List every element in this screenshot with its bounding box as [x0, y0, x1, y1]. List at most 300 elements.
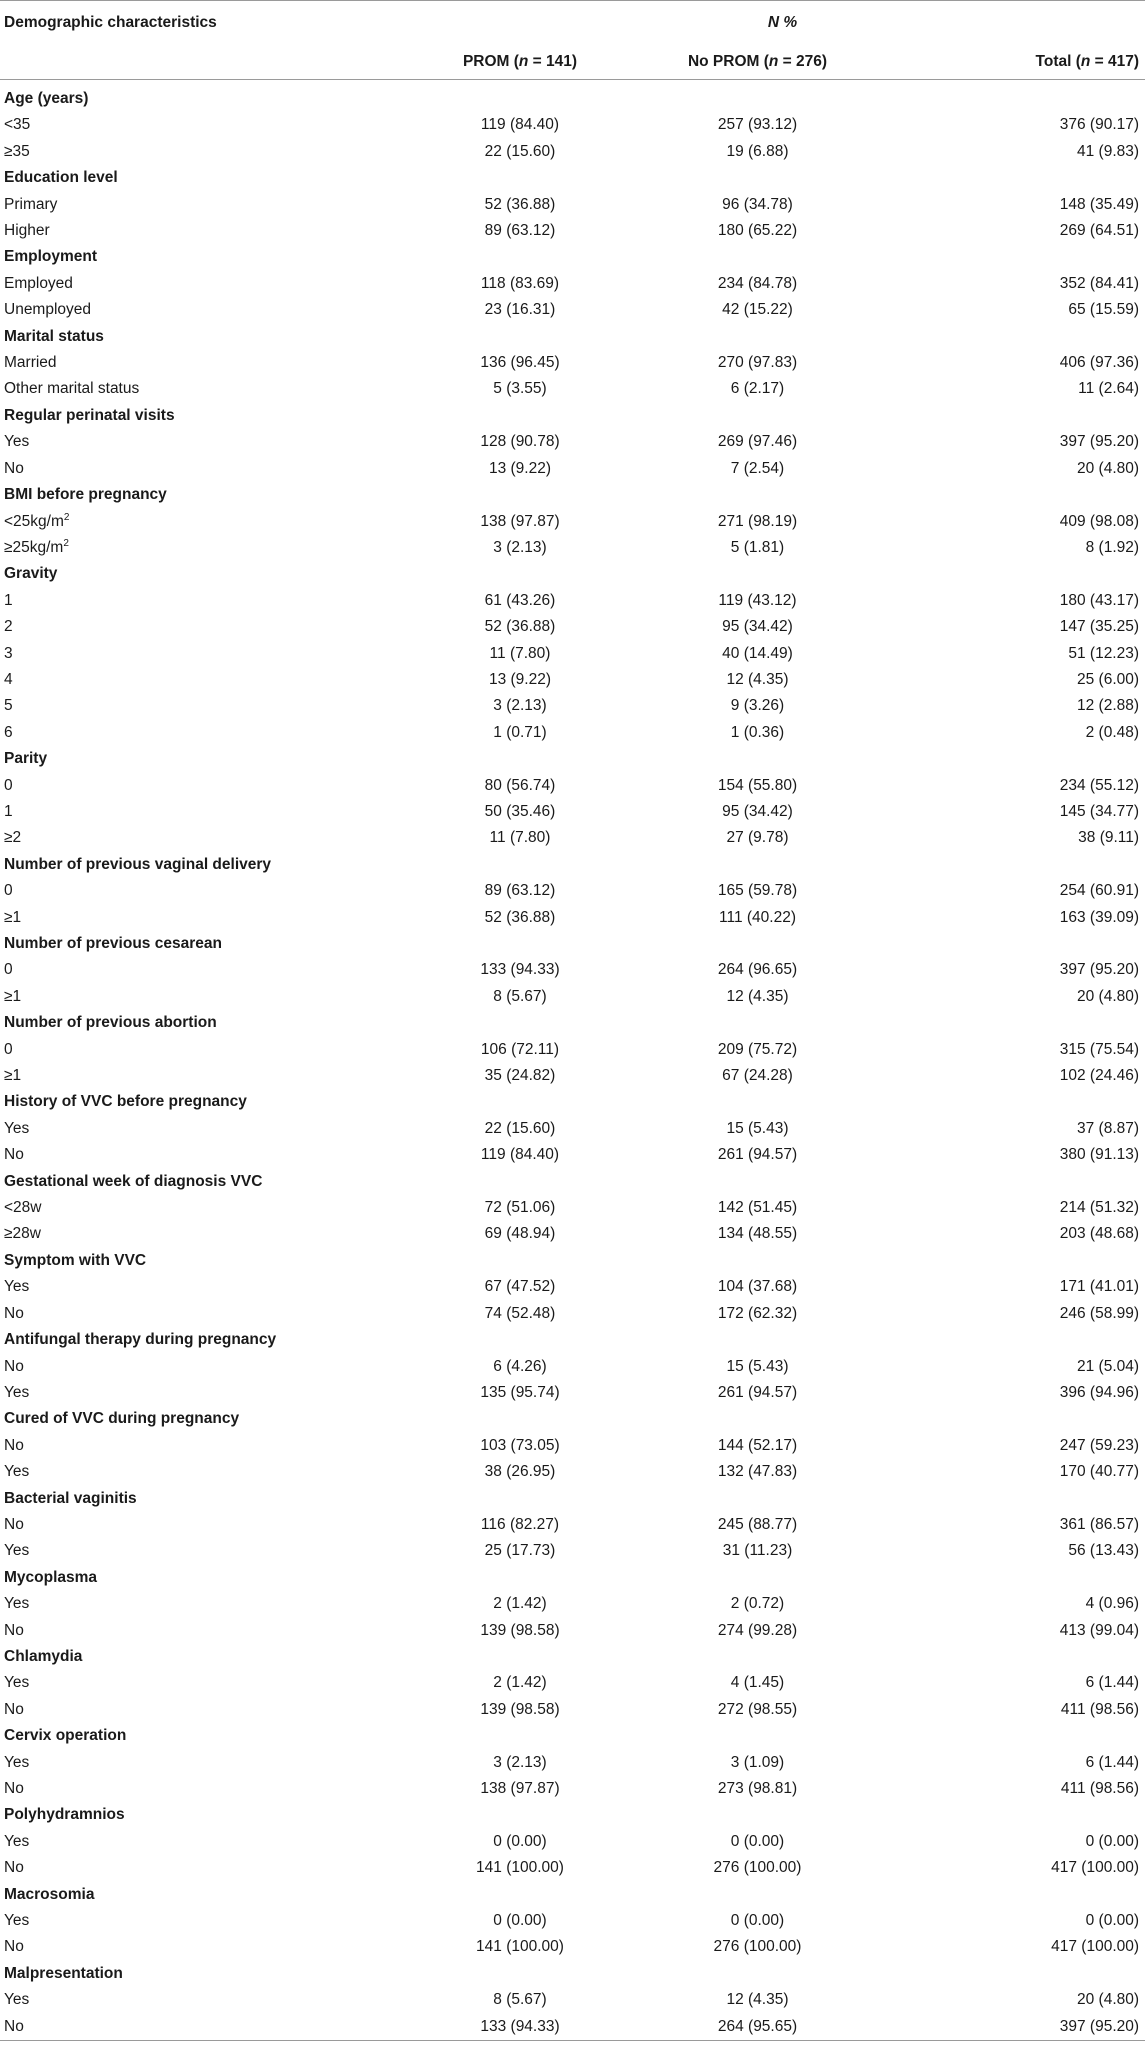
- row-label: [0, 1776, 420, 1802]
- cell-no-prom: 264 (96.65): [717, 961, 798, 979]
- row-label: [0, 641, 420, 667]
- cell-total: 51 (12.23): [1068, 644, 1140, 662]
- section-label: Education level: [4, 169, 118, 187]
- cell-total: 6 (1.44): [1085, 1674, 1140, 1692]
- cell-no-prom: 12 (4.35): [726, 987, 789, 1005]
- section-label: Mycoplasma: [4, 1568, 98, 1586]
- section-row: [0, 482, 1145, 508]
- cell-total: 4 (0.96): [1085, 1595, 1140, 1613]
- cell-prom: 11 (7.80): [489, 644, 551, 662]
- cell-no-prom: 276 (100.00): [713, 1938, 802, 1956]
- table-row: [0, 297, 1145, 323]
- cell-no-prom: 19 (6.88): [726, 142, 789, 160]
- table-row: [0, 1195, 1145, 1221]
- table-title-cell: Demographic characteristics: [0, 1, 420, 45]
- row-label-text: Unemployed: [4, 301, 92, 319]
- cell-prom: 72 (51.06): [484, 1199, 556, 1217]
- cell-total: 180 (43.17): [1059, 591, 1140, 609]
- section-row: [0, 1961, 1145, 1987]
- table-row: [0, 429, 1145, 455]
- cell-no-prom: 31 (11.23): [722, 1542, 793, 1560]
- cell-no-prom: 2 (0.72): [730, 1595, 785, 1613]
- row-label-text: Yes: [4, 1278, 30, 1296]
- cell-no-prom: 165 (59.78): [717, 882, 798, 900]
- section-label: Antifungal therapy during pregnancy: [4, 1331, 277, 1349]
- cell-prom: 103 (73.05): [480, 1436, 560, 1454]
- cell-total: 65 (15.59): [1068, 301, 1140, 319]
- cell-total: 397 (95.20): [1059, 961, 1140, 979]
- section-label: Age (years): [4, 90, 89, 107]
- cell-total: 411 (98.56): [1060, 1700, 1140, 1718]
- cell-no-prom: 271 (98.19): [717, 512, 798, 530]
- section-row: [0, 165, 1145, 191]
- row-label: [0, 957, 420, 983]
- cell-prom: 67 (47.52): [484, 1278, 556, 1296]
- cell-total: 20 (4.80): [1076, 1991, 1140, 2009]
- cell-prom: 139 (98.58): [480, 1700, 560, 1718]
- row-label: [0, 2014, 420, 2041]
- cell-prom: 8 (5.67): [493, 1991, 547, 2009]
- row-label-text: <25kg/m: [4, 512, 64, 530]
- row-label-text: <28w: [4, 1199, 42, 1217]
- table-row: [0, 1380, 1145, 1406]
- section-row: [0, 1327, 1145, 1353]
- section-row: [0, 1169, 1145, 1195]
- table-row: [0, 1776, 1145, 1802]
- cell-prom: 133 (94.33): [420, 2014, 620, 2041]
- table-row: [0, 1142, 1145, 1168]
- cell-total: 20 (4.80): [1076, 459, 1140, 477]
- row-label: [0, 376, 420, 402]
- section-label: BMI before pregnancy: [4, 486, 167, 504]
- cell-no-prom: 132 (47.83): [717, 1463, 798, 1481]
- row-label-text: Married: [4, 354, 57, 372]
- row-label-text: 2: [4, 618, 13, 636]
- row-label: [0, 693, 420, 719]
- cell-no-prom: 42 (15.22): [722, 301, 793, 319]
- cell-total: 20 (4.80): [1076, 987, 1140, 1005]
- table-row: [0, 456, 1145, 482]
- row-label: [0, 1829, 420, 1855]
- row-label: [0, 429, 420, 455]
- cell-no-prom: 180 (65.22): [717, 222, 798, 240]
- row-label-text: Primary: [4, 195, 58, 213]
- cell-no-prom: 245 (88.77): [717, 1515, 798, 1533]
- row-label-text: ≥28w: [4, 1225, 41, 1243]
- section-label: Number of previous cesarean: [4, 935, 222, 952]
- cell-no-prom: 6 (2.17): [730, 380, 785, 398]
- table-row: [0, 1750, 1145, 1776]
- cell-prom: 139 (98.58): [480, 1621, 560, 1639]
- cell-total: 38 (9.11): [1078, 829, 1140, 847]
- cell-no-prom: 40 (14.49): [722, 644, 793, 662]
- row-label: [0, 1697, 420, 1723]
- cell-total: 234 (55.12): [1059, 776, 1140, 794]
- cell-total: 269 (64.51): [1059, 222, 1140, 240]
- column-header-no-prom: No PROM (n = 276): [620, 44, 895, 80]
- column-header-prom: PROM (n = 141): [420, 44, 620, 80]
- header-empty-cell: [0, 44, 420, 80]
- cell-total: 37 (8.87): [1076, 1119, 1140, 1137]
- table-row: [0, 1063, 1145, 1089]
- row-label: [0, 509, 420, 535]
- row-label-text: ≥1: [4, 1067, 22, 1085]
- section-row: [0, 561, 1145, 587]
- cell-prom: 3 (2.13): [493, 1753, 547, 1771]
- row-label: [0, 1750, 420, 1776]
- cell-total: 247 (59.23): [1059, 1436, 1140, 1454]
- cell-prom: 0 (0.00): [493, 1832, 547, 1850]
- cell-total: 2 (0.48): [1085, 723, 1140, 741]
- cell-no-prom: 95 (34.42): [722, 802, 793, 820]
- cell-total: 145 (34.77): [1059, 802, 1140, 820]
- table-row: [0, 535, 1145, 561]
- table-row: [0, 1274, 1145, 1300]
- cell-no-prom: 111 (40.22): [719, 908, 796, 926]
- table-row: [0, 350, 1145, 376]
- row-label-text: 1: [4, 591, 13, 609]
- cell-prom: 133 (94.33): [480, 961, 560, 979]
- cell-total: 6 (1.44): [1085, 1753, 1140, 1771]
- cell-no-prom: 95 (34.42): [722, 618, 793, 636]
- row-label-text: 0: [4, 882, 13, 900]
- row-label-superscript: 2: [63, 537, 69, 549]
- section-label: Malpresentation: [4, 1964, 123, 1982]
- cell-prom: 13 (9.22): [488, 670, 552, 688]
- cell-no-prom: 269 (97.46): [717, 433, 798, 451]
- section-label: Cured of VVC during pregnancy: [4, 1410, 240, 1428]
- table-row: [0, 641, 1145, 667]
- table-row: [0, 1829, 1145, 1855]
- cell-prom: 2 (1.42): [493, 1595, 547, 1613]
- cell-no-prom: 96 (34.78): [722, 195, 793, 213]
- cell-prom: 128 (90.78): [480, 433, 560, 451]
- row-label-text: 4: [4, 670, 13, 688]
- cell-no-prom: 261 (94.57): [717, 1146, 798, 1164]
- section-row: [0, 1565, 1145, 1591]
- cell-total: 361 (86.57): [1059, 1515, 1140, 1533]
- cell-total: 12 (2.88): [1076, 697, 1140, 715]
- cell-prom: 25 (17.73): [484, 1542, 556, 1560]
- cell-no-prom: 273 (98.81): [717, 1780, 798, 1797]
- cell-prom: 136 (96.45): [480, 354, 560, 372]
- row-label-text: Yes: [4, 1912, 30, 1930]
- cell-total: 411 (98.56): [1060, 1780, 1140, 1797]
- row-label: [0, 1908, 420, 1934]
- row-label: [0, 1855, 420, 1881]
- cell-prom: 38 (26.95): [484, 1463, 556, 1481]
- table-row: [0, 1538, 1145, 1564]
- row-label: [0, 1459, 420, 1485]
- table-row: [0, 2014, 1145, 2041]
- section-row: [0, 403, 1145, 429]
- cell-no-prom: 134 (48.55): [717, 1225, 798, 1243]
- section-row: [0, 1644, 1145, 1670]
- row-label: [0, 1591, 420, 1617]
- table-row: [0, 1934, 1145, 1960]
- section-row: [0, 1089, 1145, 1115]
- row-label: [0, 271, 420, 297]
- table-row: [0, 509, 1145, 535]
- row-label: [0, 1512, 420, 1538]
- cell-prom: 116 (82.27): [480, 1515, 560, 1533]
- cell-no-prom: 0 (0.00): [730, 1912, 785, 1930]
- section-label: Number of previous vaginal delivery: [4, 855, 272, 873]
- row-label: [0, 1142, 420, 1168]
- cell-no-prom: 27 (9.78): [726, 829, 789, 847]
- n-percent-header: N %: [420, 1, 1145, 45]
- row-label-text: Other marital status: [4, 380, 140, 398]
- row-label: [0, 535, 420, 561]
- cell-no-prom: 154 (55.80): [717, 776, 798, 794]
- row-label: [0, 1037, 420, 1063]
- cell-total: 254 (60.91): [1059, 882, 1140, 900]
- row-label-text: Yes: [4, 1595, 30, 1613]
- cell-prom: 118 (83.69): [480, 274, 560, 292]
- cell-total: 8 (1.92): [1085, 538, 1140, 556]
- table-row: [0, 957, 1145, 983]
- table-row: [0, 192, 1145, 218]
- cell-no-prom: 67 (24.28): [722, 1067, 793, 1085]
- section-label: Chlamydia: [4, 1647, 83, 1665]
- section-label: Cervix operation: [4, 1727, 127, 1745]
- row-label: [0, 878, 420, 904]
- row-label: [0, 773, 420, 799]
- cell-no-prom: 9 (3.26): [730, 697, 785, 715]
- row-label-text: No: [4, 1436, 24, 1454]
- row-label-text: No: [4, 1621, 24, 1639]
- row-label-text: Yes: [4, 1542, 30, 1560]
- cell-no-prom: 104 (37.68): [717, 1278, 798, 1296]
- table-row: [0, 1221, 1145, 1247]
- cell-prom: 61 (43.26): [484, 591, 556, 609]
- row-label-text: Yes: [4, 1832, 30, 1850]
- row-label-text: <35: [4, 116, 31, 134]
- row-label-text: ≥2: [4, 829, 22, 847]
- cell-total: 406 (97.36): [1059, 354, 1140, 372]
- row-label-text: Yes: [4, 1383, 30, 1401]
- cell-prom: 0 (0.00): [493, 1912, 547, 1930]
- row-label-text: 0: [4, 1040, 13, 1058]
- cell-total: 352 (84.41): [1059, 274, 1140, 292]
- row-label: [0, 350, 420, 376]
- section-label: Polyhydramnios: [4, 1806, 125, 1824]
- row-label: [0, 1934, 420, 1960]
- row-label-text: No: [4, 1700, 24, 1718]
- cell-prom: 8 (5.67): [493, 987, 547, 1005]
- cell-total: 246 (58.99): [1059, 1304, 1140, 1322]
- cell-total: 397 (95.20): [895, 2014, 1145, 2041]
- row-label-text: 0: [4, 776, 13, 794]
- table-row: [0, 1987, 1145, 2013]
- row-label: [0, 1274, 420, 1300]
- cell-prom: 119 (84.40): [480, 116, 560, 134]
- section-label: History of VVC before pregnancy: [4, 1093, 247, 1111]
- cell-prom: 13 (9.22): [488, 459, 552, 477]
- cell-total: 170 (40.77): [1059, 1463, 1140, 1481]
- section-label: Symptom with VVC: [4, 1251, 147, 1269]
- table-row: [0, 1433, 1145, 1459]
- cell-prom: 89 (63.12): [484, 882, 556, 900]
- row-label: [0, 1618, 420, 1644]
- row-label: [0, 1670, 420, 1696]
- row-label: [0, 192, 420, 218]
- row-label: [0, 825, 420, 851]
- cell-total: 163 (39.09): [1059, 908, 1140, 926]
- table-row: [0, 984, 1145, 1010]
- cell-total: 380 (91.13): [1059, 1146, 1140, 1164]
- row-label: [0, 984, 420, 1010]
- row-label: [0, 456, 420, 482]
- row-label: [0, 1301, 420, 1327]
- cell-no-prom: 257 (93.12): [717, 116, 798, 134]
- table-row: [0, 1512, 1145, 1538]
- row-label-text: 6: [4, 723, 13, 741]
- row-label-text: No: [4, 2017, 24, 2035]
- cell-no-prom: 5 (1.81): [730, 538, 785, 556]
- section-row: [0, 1882, 1145, 1908]
- cell-prom: 138 (97.87): [480, 512, 560, 530]
- row-label-superscript: 2: [63, 511, 70, 523]
- section-row: [0, 1723, 1145, 1749]
- cell-prom: 52 (36.88): [484, 618, 556, 636]
- cell-prom: 50 (35.46): [484, 802, 556, 820]
- row-label-text: Yes: [4, 1119, 30, 1137]
- cell-no-prom: 0 (0.00): [730, 1832, 785, 1850]
- table-row: [0, 1459, 1145, 1485]
- table-row: [0, 1037, 1145, 1063]
- cell-prom: 3 (2.13): [493, 538, 547, 556]
- cell-total: 417 (100.00): [1051, 1938, 1140, 1956]
- section-label: Number of previous abortion: [4, 1014, 217, 1032]
- cell-no-prom: 4 (1.45): [730, 1674, 785, 1692]
- header-row-2: [0, 44, 1145, 80]
- cell-no-prom: 7 (2.54): [730, 459, 785, 477]
- cell-no-prom: 15 (5.43): [726, 1119, 789, 1137]
- cell-prom: 6 (4.26): [493, 1357, 547, 1375]
- cell-no-prom: 119 (43.12): [718, 591, 797, 609]
- row-label-text: No: [4, 1357, 24, 1375]
- cell-total: 25 (6.00): [1076, 670, 1140, 688]
- section-row: [0, 80, 1145, 113]
- table-row: [0, 139, 1145, 165]
- cell-total: 214 (51.32): [1059, 1199, 1140, 1217]
- cell-total: 11 (2.64): [1078, 380, 1140, 398]
- cell-prom: 141 (100.00): [476, 1859, 564, 1877]
- cell-total: 203 (48.68): [1059, 1225, 1140, 1243]
- section-label: Gravity: [4, 565, 58, 583]
- row-label: [0, 218, 420, 244]
- section-label: Employment: [4, 248, 98, 266]
- row-label-text: ≥1: [4, 908, 22, 926]
- section-label: Gestational week of diagnosis VVC: [4, 1172, 263, 1190]
- row-label-text: No: [4, 1938, 24, 1956]
- cell-prom: 52 (36.88): [484, 195, 556, 213]
- section-row: [0, 324, 1145, 350]
- section-label: Marital status: [4, 327, 104, 345]
- row-label: [0, 1354, 420, 1380]
- row-label-text: Yes: [4, 1674, 30, 1692]
- row-label-text: No: [4, 1515, 24, 1533]
- cell-prom: 138 (97.87): [480, 1780, 560, 1797]
- row-label-text: 5: [4, 697, 13, 715]
- row-label-text: No: [4, 1859, 24, 1877]
- table-row: [0, 667, 1145, 693]
- cell-no-prom: 270 (97.83): [717, 354, 798, 372]
- cell-total: 102 (24.46): [1059, 1067, 1140, 1085]
- section-row: [0, 244, 1145, 270]
- row-label-text: Yes: [4, 1463, 30, 1481]
- row-label: [0, 297, 420, 323]
- table-row: [0, 1618, 1145, 1644]
- section-row: [0, 1406, 1145, 1432]
- table-row: [0, 218, 1145, 244]
- row-label-text: ≥25kg/m: [4, 538, 64, 556]
- table-row: [0, 1670, 1145, 1696]
- section-row: [0, 1248, 1145, 1274]
- cell-no-prom: 15 (5.43): [726, 1357, 789, 1375]
- table-row: [0, 1116, 1145, 1142]
- cell-total: 147 (35.25): [1059, 618, 1140, 636]
- section-label: Macrosomia: [4, 1885, 95, 1903]
- row-label-text: 3: [4, 644, 13, 662]
- cell-prom: 11 (7.80): [489, 829, 551, 847]
- cell-total: 21 (5.04): [1076, 1357, 1140, 1375]
- cell-no-prom: 142 (51.45): [717, 1199, 798, 1217]
- cell-no-prom: 1 (0.36): [730, 723, 785, 741]
- row-label: [0, 112, 420, 138]
- table-row: [0, 1591, 1145, 1617]
- cell-total: 315 (75.54): [1059, 1040, 1140, 1058]
- cell-prom: 135 (95.74): [480, 1383, 560, 1401]
- table-row: [0, 799, 1145, 825]
- table-row: [0, 905, 1145, 931]
- section-row: [0, 746, 1145, 772]
- cell-prom: 80 (56.74): [484, 776, 556, 794]
- section-label: Parity: [4, 750, 48, 768]
- row-label: [0, 905, 420, 931]
- cell-no-prom: 276 (100.00): [713, 1859, 802, 1877]
- cell-no-prom: 209 (75.72): [717, 1040, 798, 1058]
- table-row: [0, 1301, 1145, 1327]
- cell-total: 171 (41.01): [1059, 1278, 1140, 1296]
- cell-prom: 35 (24.82): [484, 1067, 556, 1085]
- cell-prom: 1 (0.71): [493, 723, 547, 741]
- row-label: [0, 588, 420, 614]
- cell-total: 396 (94.96): [1059, 1383, 1140, 1401]
- row-label-text: Employed: [4, 274, 73, 292]
- row-label: [0, 799, 420, 825]
- table-row: [0, 112, 1145, 138]
- table-body: [0, 80, 1145, 2041]
- cell-no-prom: 261 (94.57): [717, 1383, 798, 1401]
- table-row: [0, 271, 1145, 297]
- table-row: [0, 1354, 1145, 1380]
- cell-total: 417 (100.00): [1051, 1859, 1140, 1877]
- row-label-text: No: [4, 1304, 24, 1322]
- row-label-text: ≥1: [4, 987, 22, 1005]
- section-label: Regular perinatal visits: [4, 406, 175, 424]
- cell-prom: 69 (48.94): [484, 1225, 556, 1243]
- header-row-1: [0, 1, 1145, 45]
- row-label: [0, 1116, 420, 1142]
- row-label-text: ≥35: [4, 142, 30, 160]
- cell-total: 376 (90.17): [1059, 116, 1140, 134]
- cell-no-prom: 12 (4.35): [726, 670, 789, 688]
- table-row: [0, 614, 1145, 640]
- cell-total: 409 (98.08): [1059, 512, 1140, 530]
- cell-no-prom: 264 (95.65): [620, 2014, 895, 2041]
